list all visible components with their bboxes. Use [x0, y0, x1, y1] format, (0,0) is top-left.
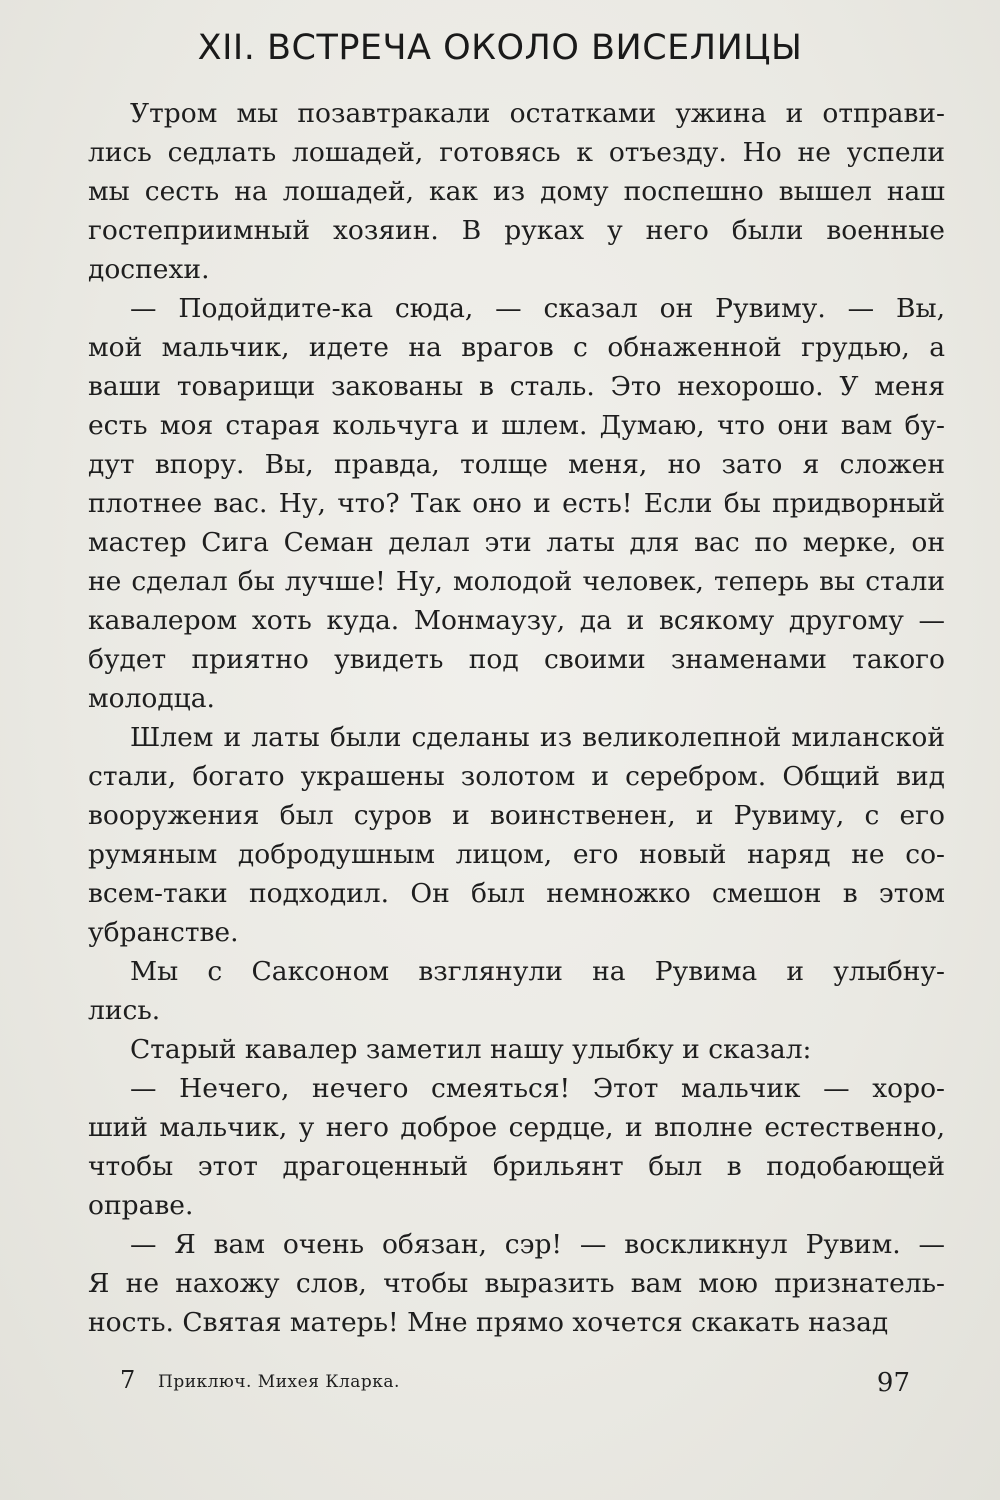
text-line: дут впору. Вы, правда, толще меня, но зато я сложен [88, 449, 945, 480]
text-line: кавалером хоть куда. Монмаузу, да и всякому другому — [88, 605, 945, 636]
text-line: молодца. [88, 683, 215, 714]
text-line: мастер Сига Семан делал эти латы для вас по мерке, он [88, 527, 945, 558]
paragraph [88, 1225, 945, 1342]
text-line: ший мальчик, у него доброе сердце, и вполне естественно, [88, 1112, 945, 1143]
text-line: Старый кавалер заметил нашу улыбку и сказал: [130, 1034, 812, 1065]
text-line: — Подойдите-ка сюда, — сказал он Рувиму. — Вы, [130, 293, 945, 324]
text-line: мой мальчик, идете на врагов с обнаженной грудью, а [88, 332, 945, 363]
text-line: стали, богато украшены золотом и серебром. Общий вид [88, 761, 945, 792]
text-line: ваши товарищи закованы в сталь. Это нехорошо. У меня [88, 371, 945, 402]
text-line: чтобы этот драгоценный брильянт был в подобающей [88, 1151, 945, 1182]
text-line: лись. [88, 995, 161, 1026]
text-line: ность. Святая матерь! Мне прямо хочется скакать назад [88, 1307, 889, 1338]
text-line: Я не нахожу слов, чтобы выразить вам мою признатель- [88, 1268, 945, 1299]
text-line: — Нечего, нечего смеяться! Этот мальчик — хоро- [130, 1073, 945, 1104]
text-line: не сделал бы лучше! Ну, молодой человек, теперь вы стали [88, 566, 945, 597]
text-line: гостеприимный хозяин. В руках у него были военные [88, 215, 945, 246]
text-line: Утром мы позавтракали остатками ужина и отправи- [130, 98, 945, 129]
text-line: лись седлать лошадей, готовясь к отъезду. Но не успели [88, 137, 945, 168]
text-line: вооружения был суров и воинственен, и Рувиму, с его [88, 800, 945, 831]
paragraph [88, 289, 945, 718]
paragraph [88, 1069, 945, 1225]
signature-text: Приключ. Михея Кларка. [158, 1372, 400, 1392]
text-line: оправе. [88, 1190, 194, 1221]
paragraph [88, 94, 945, 289]
text-line: есть моя старая кольчуга и шлем. Думаю, что они вам бу- [88, 410, 945, 441]
text-line: плотнее вас. Ну, что? Так оно и есть! Если бы придворный [88, 488, 945, 519]
signature-number: 7 [120, 1366, 136, 1394]
text-line: румяным добродушным лицом, его новый наряд не со- [88, 839, 945, 870]
paragraph [88, 718, 945, 952]
text-line: всем-таки подходил. Он был немножко смешон в этом [88, 878, 945, 909]
chapter-title: XII. ВСТРЕЧА ОКОЛО ВИСЕЛИЦЫ [197, 28, 803, 68]
paragraph [88, 952, 945, 1030]
body-text [88, 94, 945, 1342]
text-line: — Я вам очень обязан, сэр! — воскликнул Рувим. — [130, 1229, 945, 1260]
text-line: будет приятно увидеть под своими знаменами такого [88, 644, 945, 675]
page-footer [120, 1366, 910, 1406]
text-line: убранстве. [88, 917, 239, 948]
text-line: Мы с Саксоном взглянули на Рувима и улыбну- [130, 956, 945, 987]
text-line: мы сесть на лошадей, как из дому поспешно вышел наш [88, 176, 945, 207]
paragraph [88, 1030, 945, 1069]
text-line: доспехи. [88, 254, 210, 285]
page-number: 97 [876, 1368, 910, 1398]
text-line: Шлем и латы были сделаны из великолепной миланской [130, 722, 945, 753]
